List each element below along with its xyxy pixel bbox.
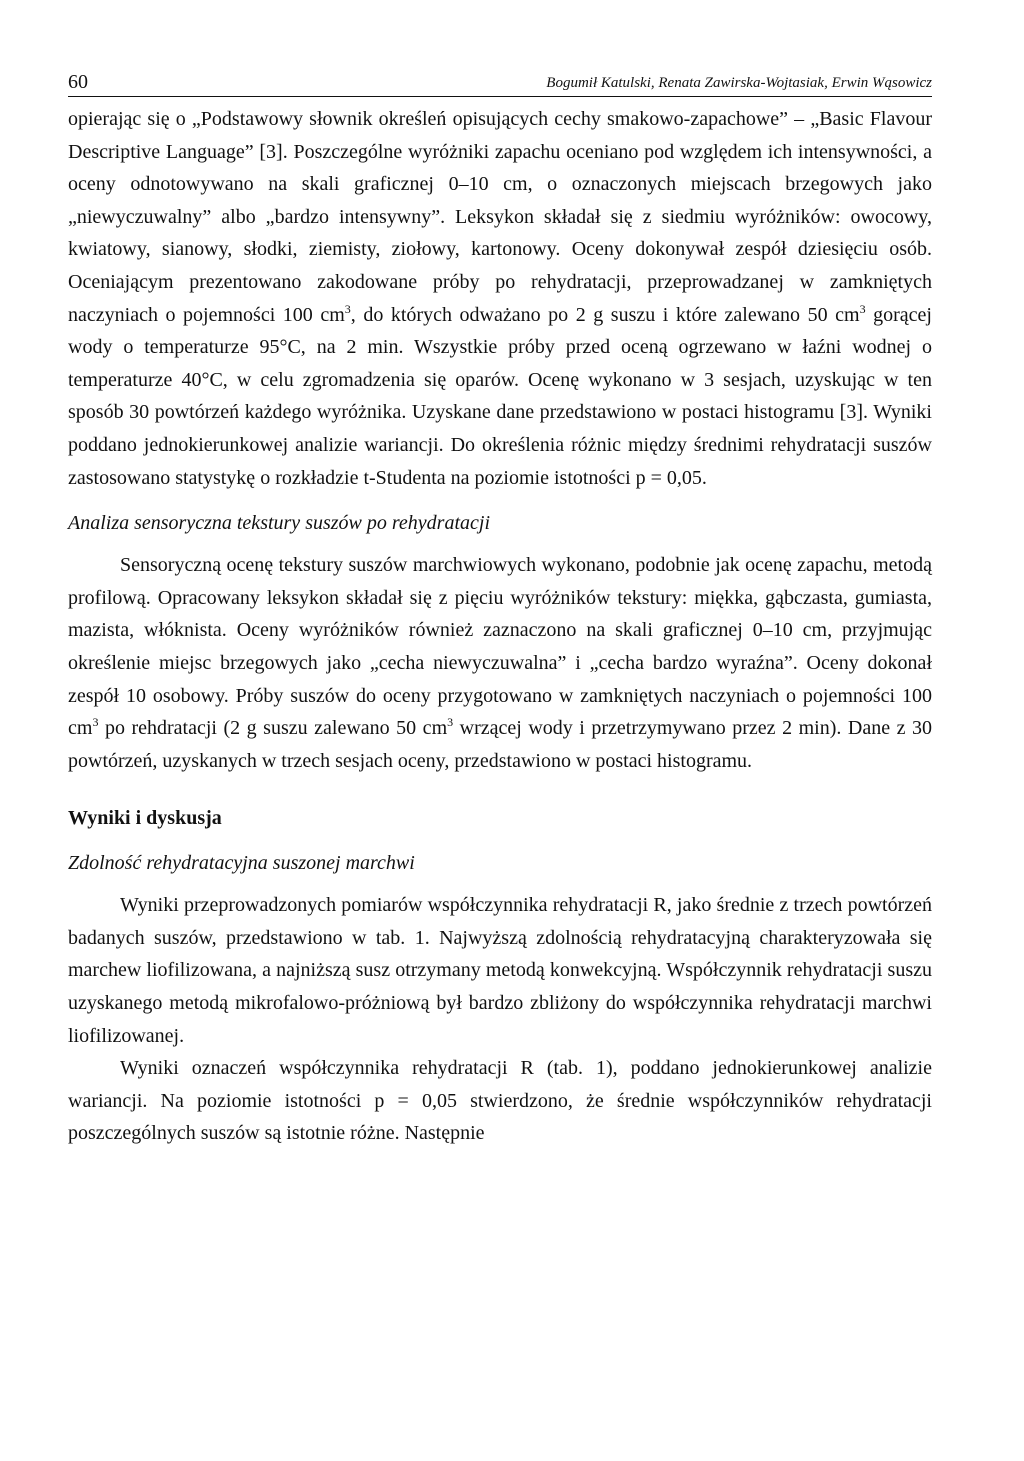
paragraph-text: gorącej wody o temperaturze 95°C, na 2 min. Wszystkie próby przed oceną ogrzewano w łaźni wodnej o temperaturze 40°C, w celu zgromadzenia się oparów. Ocenę wykonano w 3 sesjach, uzyskując w ten sposób 30 powtórzeń każdego wyróżnika. Uzyskane dane przedstawiono w postaci histogramu [3]. Wyniki poddano jednokierunkowej analizie wariancji. Do określenia różnic między średnimi rehydratacji suszów zastosowano statystykę o rozkładzie t-Studenta na poziomie istotności p = 0,05. bbox=[68, 303, 932, 489]
superscript: 3 bbox=[344, 301, 351, 316]
paragraph-texture-analysis bbox=[68, 549, 932, 777]
paragraph-rehydration-results: Wyniki przeprowadzonych pomiarów współczynnika rehydratacji R, jako średnie z trzech powtórzeń badanych suszów, przedstawiono w tab. 1. Najwyższą zdolnością rehydratacyjną charakteryzowała się marchew liofilizowana, a najniższą susz otrzymany metodą konwekcyjną. Współczynnik rehydratacji suszu uzyskanego metodą mikrofalowo-próżniową był bardzo zbliżony do współczynnika rehydratacji marchwi liofilizowanej. bbox=[68, 894, 932, 1047]
paragraph-text: , do których odważano po 2 g suszu i które zalewano 50 cm bbox=[350, 303, 860, 326]
section-heading-results: Wyniki i dyskusja bbox=[68, 807, 222, 830]
paragraph-anova-results: Wyniki oznaczeń współczynnika rehydratacji R (tab. 1), poddano jednokierunkowej analizie wariancji. Na poziomie istotności p = 0,05 stwierdzono, że średnie współczynników rehydratacji poszczególnych suszów są istotnie różne. Następnie bbox=[68, 1057, 932, 1145]
paragraph-text: Sensoryczną ocenę tekstury suszów marchwiowych wykonano, podobnie jak ocenę zapachu, metodą profilową. Opracowany leksykon składał się z pięciu wyróżników tekstury: miękka, gąbczasta, gumiasta, mazista, włóknista. Oceny wyróżników również zaznaczono na skali graficznej 0–10 cm, przyjmując określenie miejsc brzegowych jako „cecha niewyczuwalna” i „cecha bardzo wyraźna”. Oceny dokonał zespół 10 osobowy. Próby suszów do oceny przygotowano w zamkniętych naczyniach o pojemności 100 cm bbox=[68, 554, 932, 740]
page-number: 60 bbox=[68, 71, 88, 93]
subsection-heading-rehydration: Zdolność rehydratacyjna suszonej marchwi bbox=[68, 852, 415, 875]
running-header-authors: Bogumił Katulski, Renata Zawirska-Wojtasiak, Erwin Wąsowicz bbox=[546, 75, 932, 91]
document-page bbox=[68, 62, 932, 1150]
paragraph-text: po rehdratacji (2 g suszu zalewano 50 cm bbox=[98, 717, 448, 740]
superscript: 3 bbox=[92, 715, 99, 730]
paragraph-text: wrzącej wody i przetrzymywano przez 2 min). Dane z 30 powtórzeń, uzyskanych w trzech sesjach oceny, przedstawiono w postaci histogramu. bbox=[68, 717, 932, 772]
superscript: 3 bbox=[859, 301, 866, 316]
running-header bbox=[68, 62, 932, 97]
paragraph-text: opierając się o „Podstawowy słownik określeń opisujących cechy smakowo-zapachowe” – „Basic Flavour Descriptive Language” [3]. Poszczególne wyróżniki zapachu oceniano pod względem ich intensywności, a oceny odnotowywano na skali graficznej 0–10 cm, o oznaczonych miejscach brzegowych jako „niewyczuwalny” albo „bardzo intensywny”. Leksykon składał się z siedmiu wyróżników: owocowy, kwiatowy, sianowy, słodki, ziemisty, ziołowy, kartonowy. Oceny dokonywał zespół dziesięciu osób. Oceniającym prezentowano zakodowane próby po rehydratacji, przeprowadzanej w zamkniętych naczyniach o pojemności 100 cm bbox=[68, 108, 932, 326]
paragraph-methods-aroma bbox=[68, 103, 932, 494]
section-heading-texture-analysis: Analiza sensoryczna tekstury suszów po rehydratacji bbox=[68, 512, 491, 535]
superscript: 3 bbox=[447, 715, 454, 730]
